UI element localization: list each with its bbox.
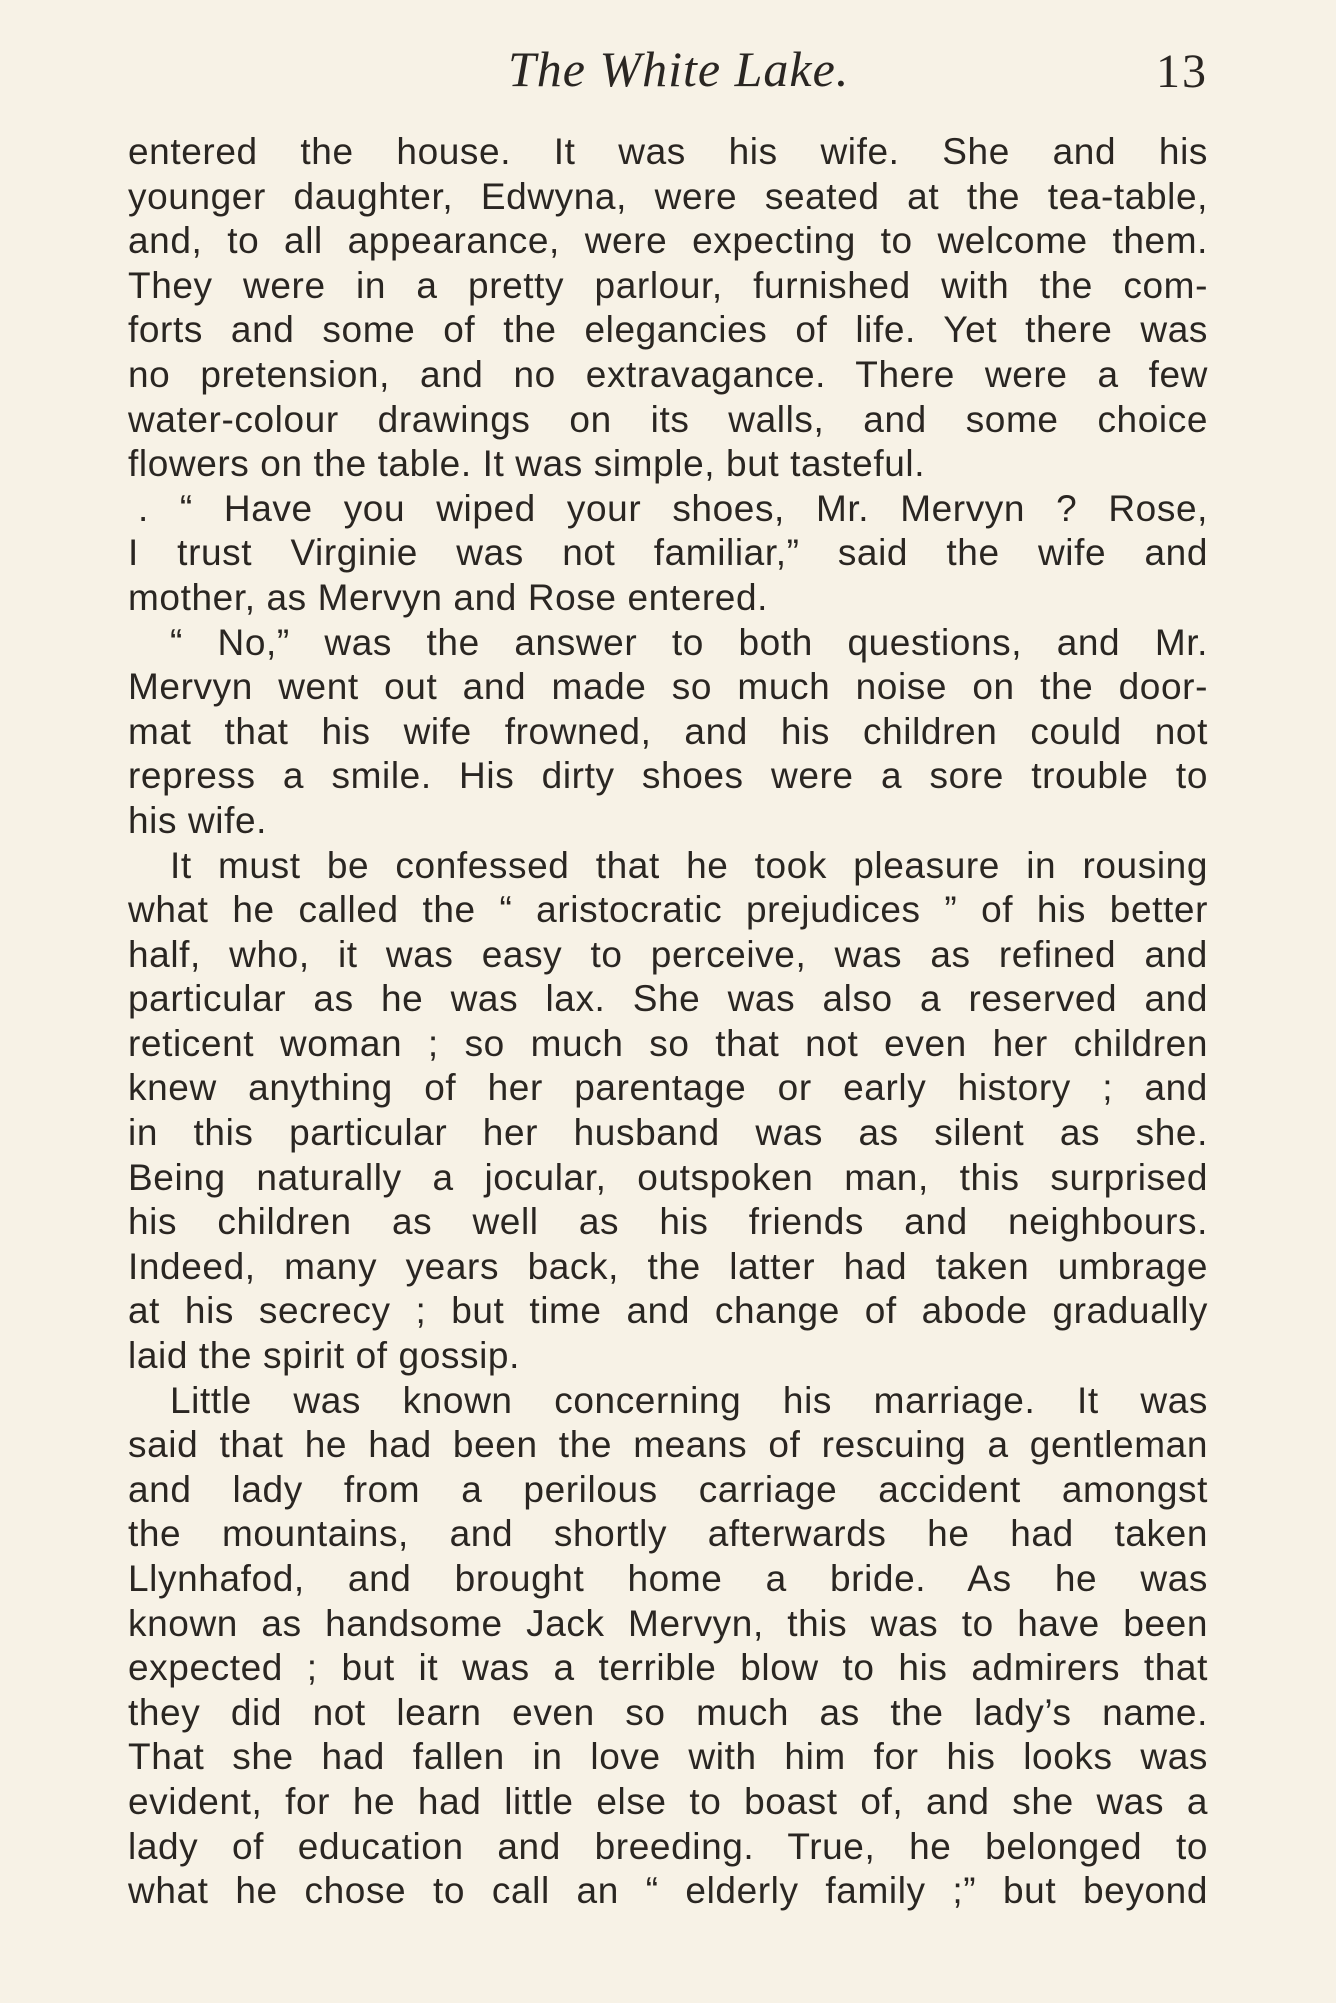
page-number: 13 <box>1156 45 1208 98</box>
text-line: knew anything of her parentage or early history ; and <box>128 1067 1208 1109</box>
text-line: Little was known concerning his marriage. It was <box>170 1379 1208 1421</box>
running-head <box>128 40 1208 100</box>
text-line: “ No,” was the answer to both questions, and Mr. <box>170 621 1208 663</box>
text-line: known as handsome Jack Mervyn, this was to have been <box>128 1602 1208 1644</box>
text-line: they did not learn even so much as the lady’s name. <box>128 1691 1208 1733</box>
text-line: Being naturally a jocular, outspoken man, this surprised <box>128 1156 1208 1198</box>
text-line: and, to all appearance, were expecting to welcome them. <box>128 220 1208 262</box>
text-line: the mountains, and shortly afterwards he had taken <box>128 1513 1208 1555</box>
text-line: expected ; but it was a terrible blow to his admirers that <box>128 1647 1208 1689</box>
text-line: what he chose to call an “ elderly family ;” but beyond <box>128 1870 1208 1912</box>
text-line: I trust Virginie was not familiar,” said the wife and <box>128 532 1208 574</box>
text-line: and lady from a perilous carriage accident amongst <box>128 1468 1208 1510</box>
text-line: evident, for he had little else to boast of, and she was a <box>128 1780 1208 1822</box>
text-line: flowers on the table. It was simple, but tasteful. <box>128 443 926 485</box>
text-line: . “ Have you wiped your shoes, Mr. Mervyn ? Rose, <box>138 487 1208 529</box>
text-line: They were in a pretty parlour, furnished with the com- <box>128 264 1208 306</box>
text-line: younger daughter, Edwyna, were seated at the tea-table, <box>128 175 1208 217</box>
text-line: It must be confessed that he took pleasure in rousing <box>170 844 1208 886</box>
text-line: water-colour drawings on its walls, and some choice <box>128 398 1208 440</box>
text-line: entered the house. It was his wife. She and his <box>128 131 1208 172</box>
text-line: his children as well as his friends and neighbours. <box>128 1201 1208 1243</box>
text-line: half, who, it was easy to perceive, was as refined and <box>128 933 1208 975</box>
text-line: in this particular her husband was as silent as she. <box>128 1112 1208 1154</box>
text-line: no pretension, and no extravagance. There were a few <box>128 353 1208 395</box>
running-title: The White Lake. <box>508 41 850 97</box>
text-line: at his secrecy ; but time and change of abode gradually <box>128 1290 1208 1332</box>
text-line: Llynhafod, and brought home a bride. As he was <box>128 1558 1208 1599</box>
text-line: mat that his wife frowned, and his children could not <box>128 710 1208 752</box>
text-line: repress a smile. His dirty shoes were a sore trouble to <box>128 755 1208 797</box>
text-line: particular as he was lax. She was also a reserved and <box>128 978 1208 1020</box>
text-line: mother, as Mervyn and Rose entered. <box>128 576 769 618</box>
text-line: his wife. <box>128 799 268 841</box>
text-line: lady of education and breeding. True, he belonged to <box>128 1825 1208 1867</box>
text-line: laid the spirit of gossip. <box>128 1335 520 1377</box>
text-line: Mervyn went out and made so much noise on the door- <box>128 666 1208 708</box>
text-line: Indeed, many years back, the latter had taken umbrage <box>128 1245 1208 1287</box>
text-line: said that he had been the means of rescuing a gentleman <box>128 1424 1208 1466</box>
text-line: reticent woman ; so much so that not even her children <box>128 1022 1208 1064</box>
body-text <box>128 130 1208 1914</box>
text-line: That she had fallen in love with him for his looks was <box>128 1736 1208 1778</box>
text-line: forts and some of the elegancies of life. Yet there was <box>128 309 1208 351</box>
text-line: what he called the “ aristocratic prejudices ” of his better <box>128 889 1208 931</box>
